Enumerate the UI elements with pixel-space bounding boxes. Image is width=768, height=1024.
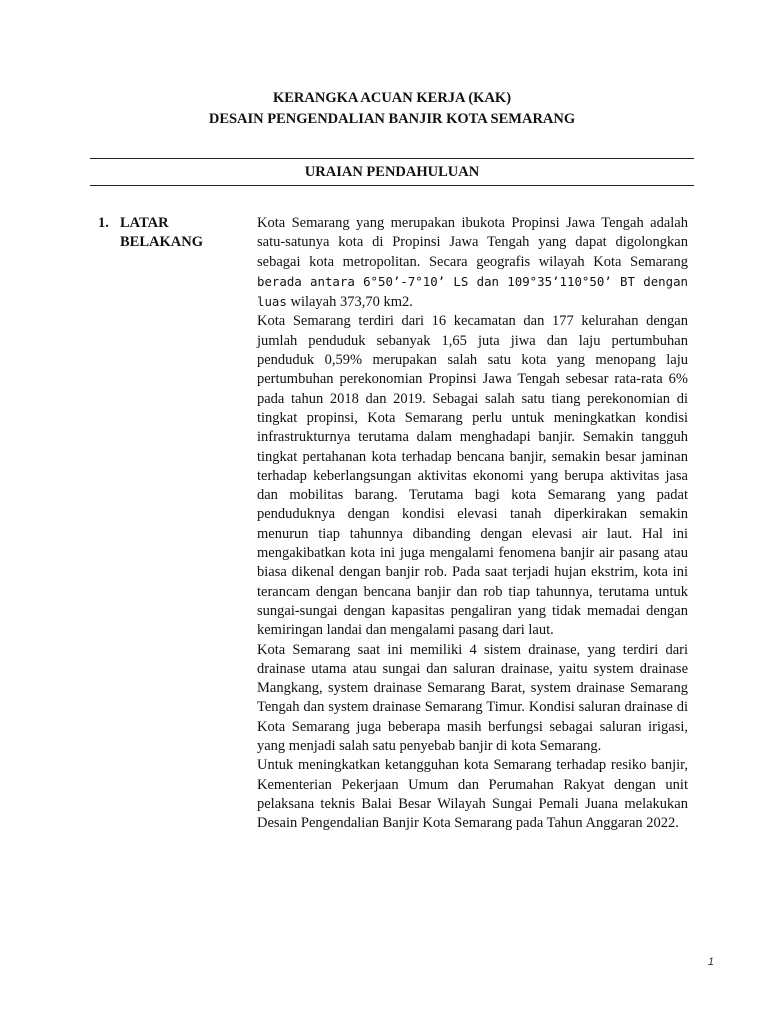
title-line-2: DESAIN PENGENDALIAN BANJIR KOTA SEMARANG [208,111,576,127]
title-line-1: KERANGKA ACUAN KERJA (KAK) [272,90,512,106]
top-divider [90,158,694,159]
paragraph-4: Untuk meningkatkan ketangguhan kota Semarang terhadap resiko banjir, Kementerian Pekerjaan Umum dan Perumahan Rakyat dengan unit pelaksana teknis Balai Besar Wilayah Sungai Pemali Juana melakukan Desain Pengendalian Banjir Kota Semarang pada Tahun Anggaran 2022. [257,757,688,832]
paragraph-1-end: wilayah 373,70 km2. [286,294,413,311]
paragraph-1-coordinates: berada antara 6°50’-7°10’ LS dan 109°35’110°50’ BT dengan luas [257,273,688,310]
paragraph-1 [257,214,688,312]
document-title [90,88,694,130]
paragraph-1-start: Kota Semarang yang merupakan ibukota Propinsi Jawa Tengah adalah satu-satunya kota di Propinsi Jawa Tengah yang dapat digolongkan sebagai kota metropolitan. Secara geografis wilayah Kota Semarang [257,215,688,270]
item-label: LATAR BELAKANG [120,215,203,251]
item-number: 1. [98,215,109,231]
paragraph-3: Kota Semarang saat ini memiliki 4 sistem drainase, yang terdiri dari drainase utama atau sungai dan saluran drainase, yaitu system drainase Mangkang, system drainase Semarang Barat, system drainase Semarang Tengah dan system drainase Semarang Timur. Kondisi saluran drainase di Kota Semarang juga beberapa masih berfungsi sebagai saluran irigasi, yang menjadi salah satu penyebab banjir di kota Semarang. [257,641,688,755]
paragraph-2: Kota Semarang terdiri dari 16 kecamatan dan 177 kelurahan dengan jumlah penduduk sebanyak 1,65 juta jiwa dan laju pertumbuhan penduduk 0,59% merupakan salah satu kota yang menopang laju pertumbuhan perekonomian Propinsi Jawa Tengah sebesar rata-rata 6% pada tahun 2018 dan 2019. Sebagai salah satu tiang perekonomian di tingkat propinsi, Kota Semarang perlu untuk meningkatkan kondisi infrastrukturnya terutama dalam menghadapi banjir. Semakin tangguh tingkat pertahanan kota terhadap bencana banjir, semakin besar jaminan terhadap keberlangsungan aktivitas ekonomi yang berupa aktivitas jasa dan mobilitas barang. Terutama bagi kota Semarang yang padat penduduknya dengan kondisi elevasi tanah diperkirakan semakin menurun tiap tahunnya dibanding dengan elevasi air laut. Hal ini mengakibatkan kota ini juga mengalami fenomena banjir air pasang atau biasa dikenal dengan banjir rob. Pada saat terjadi hujan ekstrim, kota ini terancam dengan bencana banjir dan rob tiap tahunnya, terutama untuk sungai-sungai dengan kapasitas pengaliran yang tidak memadai dengan kemiringan landai dan mengalami pasang dari laut. [257,313,688,639]
page-number: 1 [707,956,714,968]
item-body [257,214,688,834]
bottom-divider [90,185,694,186]
section-heading: URAIAN PENDAHULUAN [304,164,480,180]
